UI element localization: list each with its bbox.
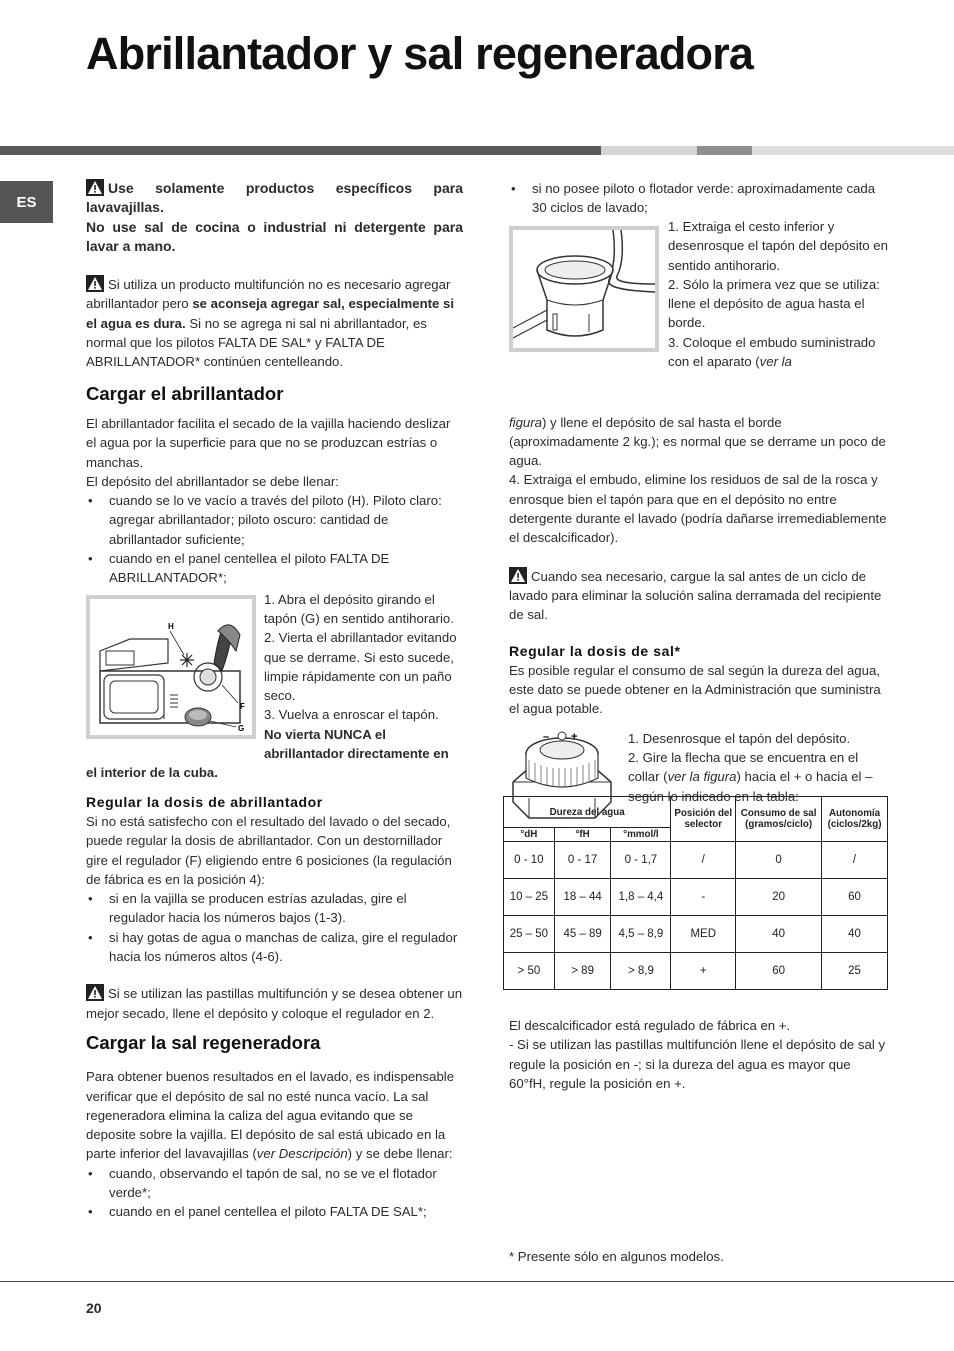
warning-multifunction-bold: se aconseja agregar sal, especialmente si el agua es dura. (86, 296, 455, 331)
rinse-step-2: 2. Vierta el abrillantador evitando que se derrame. Si esto sucede, limpie rápidamente con un paño seco. (264, 630, 457, 704)
table-cell: 20 (736, 879, 822, 916)
page-number: 20 (86, 1300, 102, 1316)
table-subheader-mmol: °mmol/l (611, 828, 671, 842)
table-row (504, 953, 888, 990)
table-cell: 40 (736, 916, 822, 953)
table-cell: > 89 (554, 953, 611, 990)
warning-specific-products-line1: Use solamente productos específicos para lavavajillas. (86, 180, 463, 216)
salt-paragraph: Para obtener buenos resultados en el lavado, es indispensable verificar que el depósito de sal no esté nunca vacío. La sal regeneradora elimina la caliza del agua evitando que se deposite sobre la vajilla. El depósito de sal está ubicado en la parte inferior del lavavajillas (ver Descripción) y se debe llenar: (86, 1069, 455, 1162)
list-item: • si no posee piloto o flotador verde: aproximadamente cada 30 ciclos de lavado; (509, 179, 889, 218)
table-cell: MED (671, 916, 736, 953)
rinse-aid-dispenser-figure (86, 595, 256, 739)
figure-label-g: G (238, 723, 245, 733)
salt-step-4: 4. Extraiga el embudo, elimine los residuos de sal de la rosca y enrosque bien el tapón para que en el depósito no entre detergente durante el lavado (podría dañarse irremediablemente el descalcificador). (509, 472, 887, 546)
salt-funnel-figure (509, 226, 659, 352)
table-header-autonomy: Autonomía (ciclos/2kg) (822, 797, 888, 842)
right-column (509, 179, 889, 826)
table-cell: 25 (822, 953, 888, 990)
section-heading-salt: Cargar la sal regeneradora (86, 1031, 321, 1053)
salt-steps (668, 217, 889, 371)
subheading-rinse-dose: Regular la dosis de abrillantador (86, 793, 323, 810)
warning-load-salt: Cuando sea necesario, cargue la sal antes de un ciclo de lavado para eliminar la solución salina derramada del recipiente de sal. (509, 568, 882, 623)
list-item: • cuando en el panel centellea el piloto FALTA DE SAL*; (86, 1202, 463, 1221)
figure-label-h: H (168, 621, 174, 631)
table-cell: 4,5 – 8,9 (611, 916, 671, 953)
list-item: • si hay gotas de agua o manchas de caliza, gire el regulador hacia los números altos (4-6). (86, 928, 463, 967)
table-cell: - (671, 879, 736, 916)
table-row (504, 879, 888, 916)
salt-step-3-start: 3. Coloque el embudo suministrado con el aparato (ver la (668, 334, 876, 370)
table-cell: 25 – 50 (504, 916, 555, 953)
rinse-bullet-list (86, 491, 463, 587)
table-cell: 60 (736, 953, 822, 990)
header-bar-light (601, 146, 697, 155)
rinse-step-3: 3. Vuelva a enroscar el tapón. (264, 707, 439, 723)
rinse-fill-when: El depósito del abrillantador se debe llenar: (86, 473, 339, 489)
table-header-consumption: Consumo de sal (gramos/ciclo) (736, 797, 822, 842)
footer-divider (0, 1281, 954, 1282)
rinse-intro: El abrillantador facilita el secado de la vajilla haciendo deslizar el agua por la superficie para que no se produzcan estrías o manchas. (86, 415, 451, 470)
salt-step-3-end: figura) y llene el depósito de sal hasta el borde (aproximadamente 2 kg.); es normal que se derrame un poco de agua. (509, 414, 886, 469)
multifunction-tablets-note: - Si se utilizan las pastillas multifunción llene el depósito de sal y regule la posición en -; si la dureza del agua es mayor que 60°fH, regule la posición en +. (509, 1037, 886, 1091)
warning-specific-products-line2: No use sal de cocina o industrial ni detergente para lavar a mano. (86, 218, 463, 254)
salt-step-1: 1. Extraiga el cesto inferior y desenrosque el tapón del depósito en sentido antihorario. (668, 219, 888, 273)
table-cell: 0 - 1,7 (611, 842, 671, 879)
table-cell: > 8,9 (611, 953, 671, 990)
warning-icon (86, 984, 104, 1001)
table-cell: / (671, 842, 736, 879)
table-cell: 0 - 10 (504, 842, 555, 879)
table-cell: 10 – 25 (504, 879, 555, 916)
salt-dose-step-2: 2. Gire la flecha que se encuentra en el collar (ver la figura) hacia el + o hacia el – según lo indicado en la tabla: (628, 750, 873, 804)
table-header-hardness: Dureza del agua (504, 797, 671, 828)
salt-dose-steps (628, 729, 890, 806)
table-cell: 18 – 44 (554, 879, 611, 916)
left-column (86, 179, 463, 1222)
salt-dose-paragraph: Es posible regular el consumo de sal según la dureza del agua, este dato se puede obtener en la Administración que suministra el agua potable. (509, 662, 881, 717)
table-row (504, 842, 888, 879)
language-tab: ES (0, 181, 53, 223)
footnote: * Presente sólo en algunos modelos. (509, 1249, 724, 1264)
header-bar-pale (752, 146, 954, 155)
figure-label-minus: – (543, 730, 550, 743)
salt-dose-step-1: 1. Desenrosque el tapón del depósito. (628, 730, 851, 746)
salt-step-2: 2. Sólo la primera vez que se utiliza: llene el depósito de agua hasta el borde. (668, 276, 880, 331)
funnel-illustration (513, 230, 655, 348)
subheading-salt-dose: Regular la dosis de sal* (509, 642, 681, 659)
salt-bullets (86, 1164, 463, 1222)
warning-icon (86, 275, 104, 292)
salt-hardness-table (503, 796, 888, 990)
rinse-dose-paragraph: Si no está satisfecho con el resultado del lavado o del secado, puede regular la dosis de abrillantador. Con un destornillador gire el regulador (F) eligiendo entre 6 posiciones (la regulación de fábrica es en la posición 4): (86, 813, 452, 887)
figure-label-plus: + (571, 730, 578, 743)
rinse-dose-bullets (86, 889, 463, 966)
table-cell: / (822, 842, 888, 879)
table-subheader-fh: °fH (554, 828, 611, 842)
rinse-warning-bold-a: No vierta NUNCA el abrillantador directamente en (264, 726, 449, 762)
header-bar-dark (0, 146, 601, 155)
list-item: • cuando, observando el tapón de sal, no se ve el flotador verde*; (86, 1164, 463, 1203)
table-subheader-dh: °dH (504, 828, 555, 842)
warning-multifunction: Si utiliza un producto multifunción no es necesario agregar abrillantador pero se aconseja agregar sal, especialmente si el agua es dura. Si no se agrega ni sal ni abrillantador, es normal que los pilotos FALTA DE SAL* y FALTA DE ABRILLANTADOR* continúen centelleando. (86, 277, 455, 370)
table-row (504, 916, 888, 953)
rinse-steps (264, 590, 464, 764)
table-header-selector: Posición del selector (671, 797, 736, 842)
figure-label-f: F (240, 701, 245, 711)
table-cell: 60 (822, 879, 888, 916)
dispenser-illustration (90, 599, 252, 735)
salt-bullets-continued (509, 179, 889, 218)
table-cell: + (671, 953, 736, 990)
table-cell: 40 (822, 916, 888, 953)
after-table-text (509, 1016, 889, 1093)
factory-setting-note: El descalcificador está regulado de fábrica en +. (509, 1018, 791, 1033)
warning-icon (86, 179, 104, 196)
page-title: Abrillantador y sal regeneradora (86, 28, 754, 79)
warning-multifunction-tablets: Si se utilizan las pastillas multifunción y se desea obtener un mejor secado, llene el depósito y coloque el regulador en 2. (86, 986, 463, 1021)
list-item: • cuando en el panel centellea el piloto FALTA DE ABRILLANTADOR*; (86, 549, 463, 588)
table-cell: > 50 (504, 953, 555, 990)
table-cell: 45 – 89 (554, 916, 611, 953)
rinse-warning-bold-b: el interior de la cuba. (86, 764, 218, 780)
header-bar-mid (697, 146, 752, 155)
section-heading-rinse-aid: Cargar el abrillantador (86, 382, 284, 404)
rinse-step-1: 1. Abra el depósito girando el tapón (G) en sentido antihorario. (264, 591, 454, 626)
list-item: • si en la vajilla se producen estrías azuladas, gire el regulador hacia los números bajos (1-3). (86, 889, 463, 928)
warning-icon (509, 567, 527, 584)
warning-specific-products (86, 179, 463, 256)
table-cell: 1,8 – 4,4 (611, 879, 671, 916)
table-cell: 0 (736, 842, 822, 879)
list-item: • cuando se lo ve vacío a través del piloto (H). Piloto claro: agregar abrillantador; piloto oscuro: cantidad de abrillantador suficiente; (86, 491, 463, 549)
table-cell: 0 - 17 (554, 842, 611, 879)
